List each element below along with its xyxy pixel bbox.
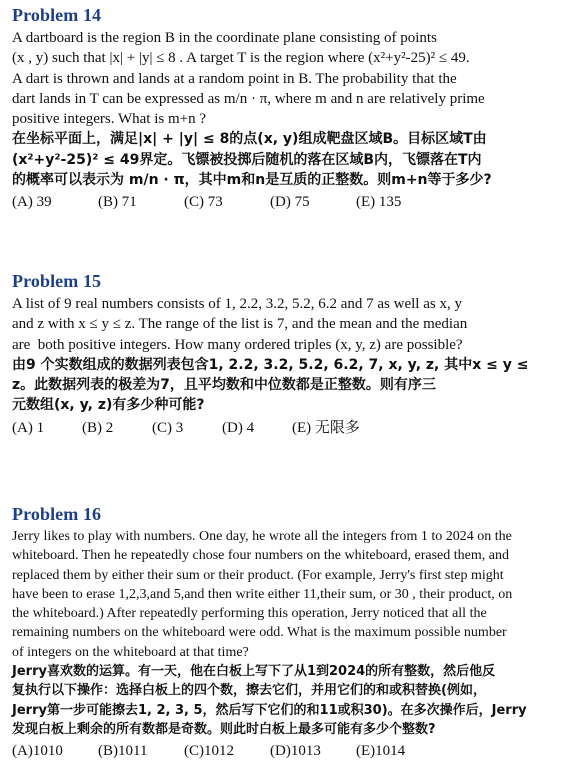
chinese-line: 发现白板上剩余的所有数都是奇数。则此时白板上最多可能有多少个整数? — [12, 721, 436, 737]
chinese-line: (x²+y²-25)² ≤ 49界定。飞镖被投掷后随机的落在区域B内，飞镖落在T内 — [12, 151, 482, 168]
chinese-line: 元数组(x, y, z)有多少种可能? — [12, 397, 205, 414]
answer-options — [12, 192, 552, 212]
chinese-text — [12, 355, 552, 416]
english-line: and z with x ≤ y ≤ z. The range of the list is 7, and the mean and the median — [12, 316, 468, 333]
problem-title: Problem 15 — [12, 271, 102, 291]
problem-15 — [12, 270, 552, 438]
english-line: of integers on the whiteboard at that time? — [12, 644, 249, 660]
english-line: positive integers. What is m+n ? — [12, 111, 206, 128]
option-e: (E)1014 — [356, 743, 406, 760]
chinese-text — [12, 129, 552, 190]
english-line: remaining numbers on the whiteboard were odd. What is the maximum possible number — [12, 625, 507, 641]
answer-options — [12, 741, 552, 761]
english-line: A list of 9 real numbers consists of 1, 2.2, 3.2, 5.2, 6.2 and 7 as well as x, y — [12, 296, 462, 312]
option-b: (B)1011 — [98, 743, 148, 760]
option-e: (E) 135 — [356, 194, 402, 211]
chinese-text — [12, 662, 552, 739]
chinese-line: 复执行以下操作：选择白板上的四个数，擦去它们，并用它们的和或积替换(例如， — [12, 683, 486, 699]
answer-options — [12, 418, 552, 438]
english-line: A dart is thrown and lands at a random point in B. The probability that the — [12, 70, 457, 87]
option-d: (D) 75 — [270, 194, 310, 211]
chinese-line: Jerry第一步可能擦去1, 2, 3, 5，然后写下它们的和11或积30)。在多次操作后，Jerry — [12, 702, 527, 718]
chinese-line: 的概率可以表示为 m/n · π，其中m和n是互质的正整数。则m+n等于多少? — [12, 172, 492, 189]
option-c: (C)1012 — [184, 743, 234, 760]
option-a: (A) 39 — [12, 194, 52, 211]
english-text — [12, 28, 552, 129]
option-e: (E) 无限多 — [292, 419, 360, 436]
english-line: A dartboard is the region B in the coordinate plane consisting of points — [12, 30, 437, 46]
english-line: whiteboard. Then he repeatedly chose four numbers on the whiteboard, erased them, and — [12, 548, 509, 564]
option-d: (D)1013 — [270, 743, 321, 760]
problem-title: Problem 14 — [12, 5, 102, 25]
chinese-line: z。此数据列表的极差为7，且平均数和中位数都是正整数。则有序三 — [12, 377, 436, 394]
option-c: (C) 3 — [152, 419, 184, 436]
option-c: (C) 73 — [184, 194, 223, 211]
english-line: the whiteboard.) After repeatedly performing this operation, Jerry noticed that all the — [12, 606, 487, 622]
english-line: Jerry likes to play with numbers. One day, he wrote all the integers from 1 to 2024 on the — [12, 529, 512, 544]
problem-title: Problem 16 — [12, 504, 102, 524]
option-a: (A)1010 — [12, 743, 63, 760]
option-a: (A) 1 — [12, 419, 45, 436]
option-d: (D) 4 — [222, 419, 255, 436]
english-text — [12, 294, 552, 355]
english-line: (x , y) such that |x| + |y| ≤ 8 . A target T is the region where (x²+y²-25)² ≤ 49. — [12, 50, 470, 67]
chinese-line: 由9 个实数组成的数据列表包含1, 2.2, 3.2, 5.2, 6.2, 7, x, y, z, 其中x ≤ y ≤ — [12, 356, 529, 373]
english-text — [12, 527, 552, 662]
option-b: (B) 2 — [82, 419, 114, 436]
problem-14 — [12, 4, 552, 212]
english-line: are both positive integers. How many ordered triples (x, y, z) are possible? — [12, 336, 463, 353]
option-b: (B) 71 — [98, 194, 137, 211]
english-line: have been to erase 1,2,3,and 5,and then write either 11,their sum, or 30 , their product, on — [12, 586, 513, 602]
chinese-line: 在坐标平面上，满足|x| + |y| ≤ 8的点(x, y)组成靶盘区域B。目标区域T由 — [12, 131, 487, 148]
chinese-line: Jerry喜欢数的运算。有一天，他在白板上写下了从1到2024的所有整数，然后他反 — [12, 664, 496, 680]
english-line: dart lands in T can be expressed as m/n · π, where m and n are relatively prime — [12, 90, 485, 107]
problem-16 — [12, 503, 552, 761]
english-line: replaced them by either their sum or their product. (For example, Jerry's first step might — [12, 567, 504, 583]
